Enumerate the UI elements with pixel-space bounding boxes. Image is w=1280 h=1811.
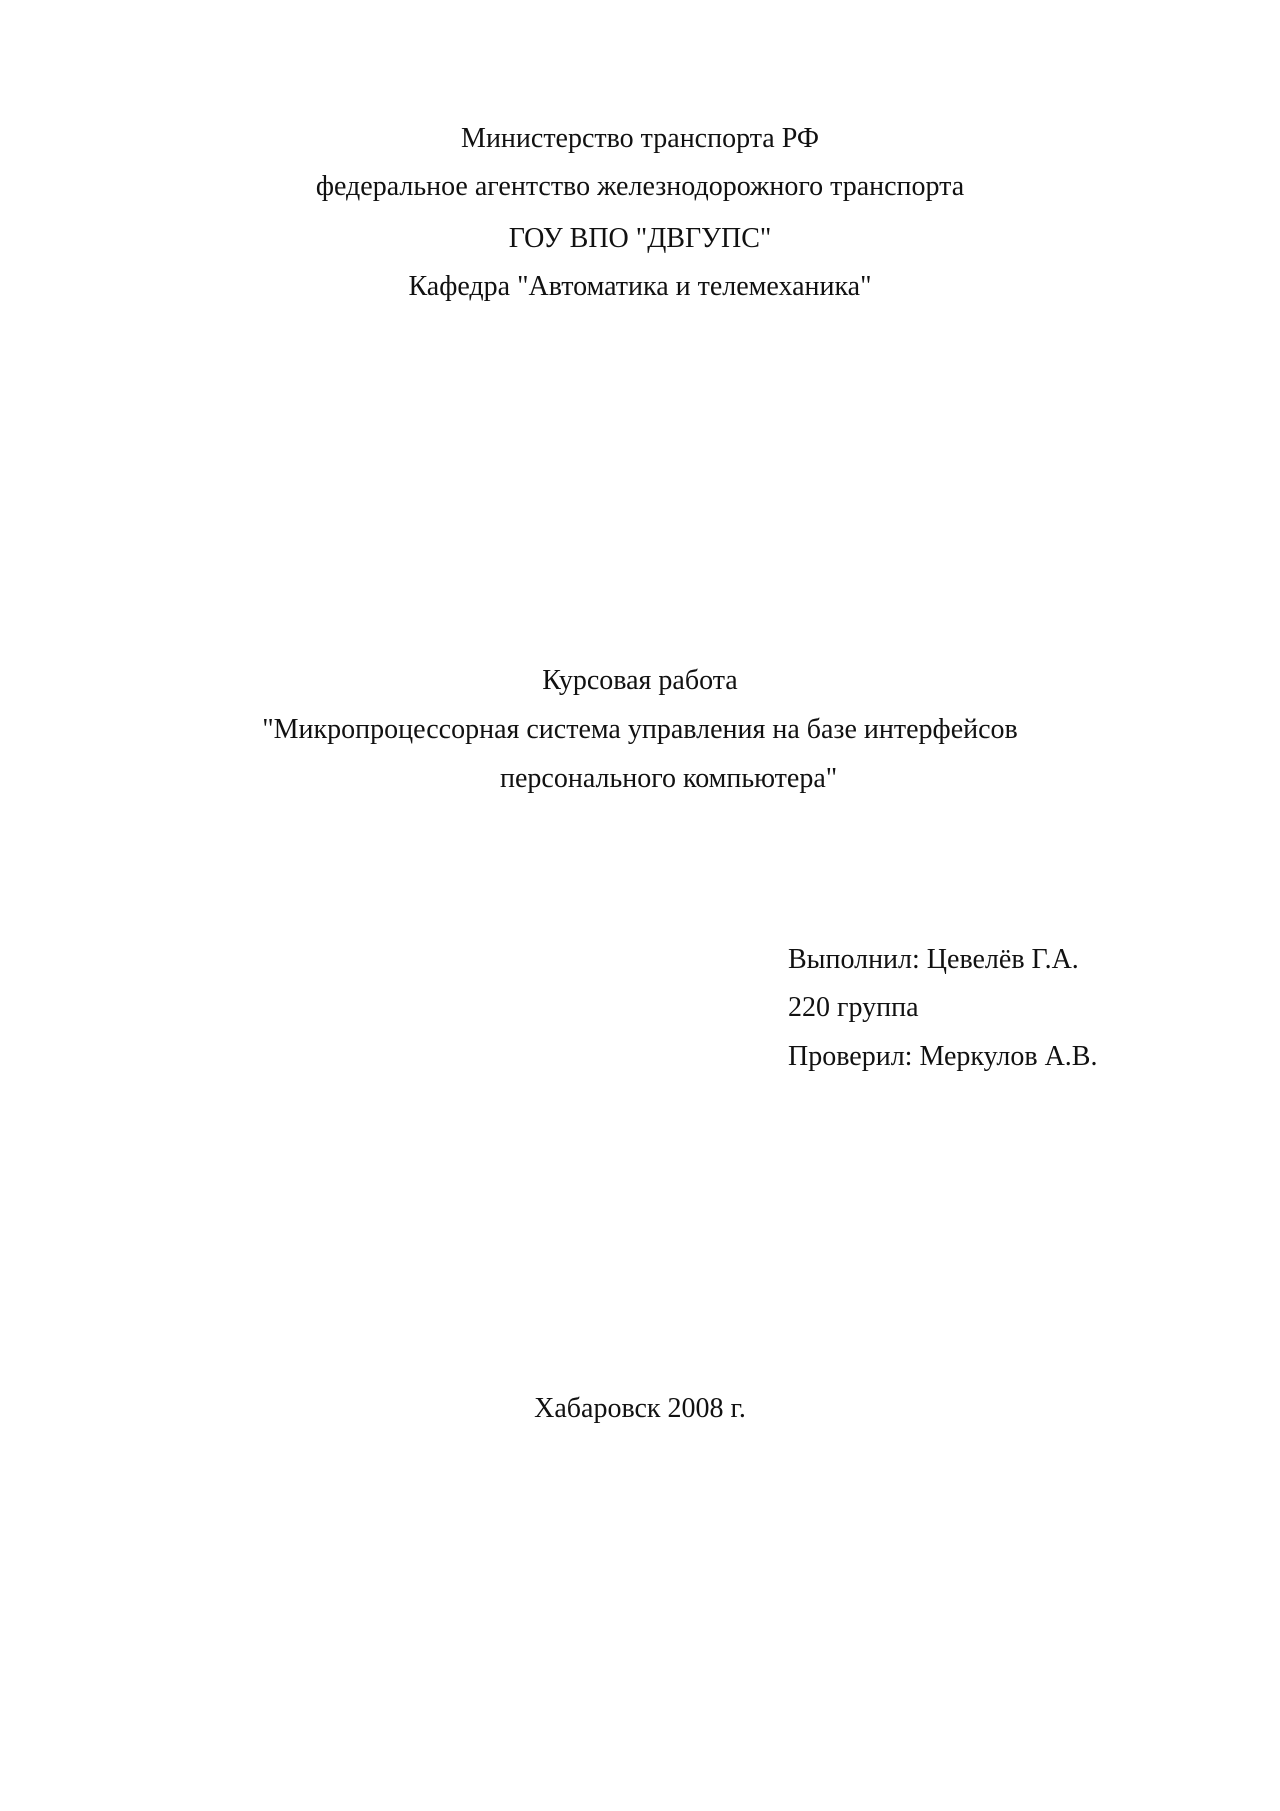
work-title-line-2: персонального компьютера" <box>500 763 838 794</box>
checked-by: Проверил: Меркулов А.В. <box>788 1041 1098 1072</box>
university-line: ГОУ ВПО "ДВГУПС" <box>508 223 772 254</box>
work-title-line-1: "Микропроцессорная система управления на базе интерфейсов <box>262 714 1018 745</box>
work-type: Курсовая работа <box>542 665 738 696</box>
city-year: Хабаровск 2008 г. <box>534 1393 746 1424</box>
student-group: 220 группа <box>788 992 919 1023</box>
ministry-line: Министерство транспорта РФ <box>461 123 819 154</box>
agency-line: федеральное агентство железнодорожного транспорта <box>315 171 965 202</box>
performed-by: Выполнил: Цевелёв Г.А. <box>788 944 1079 975</box>
department-line: Кафедра "Автоматика и телемеханика" <box>408 271 872 302</box>
